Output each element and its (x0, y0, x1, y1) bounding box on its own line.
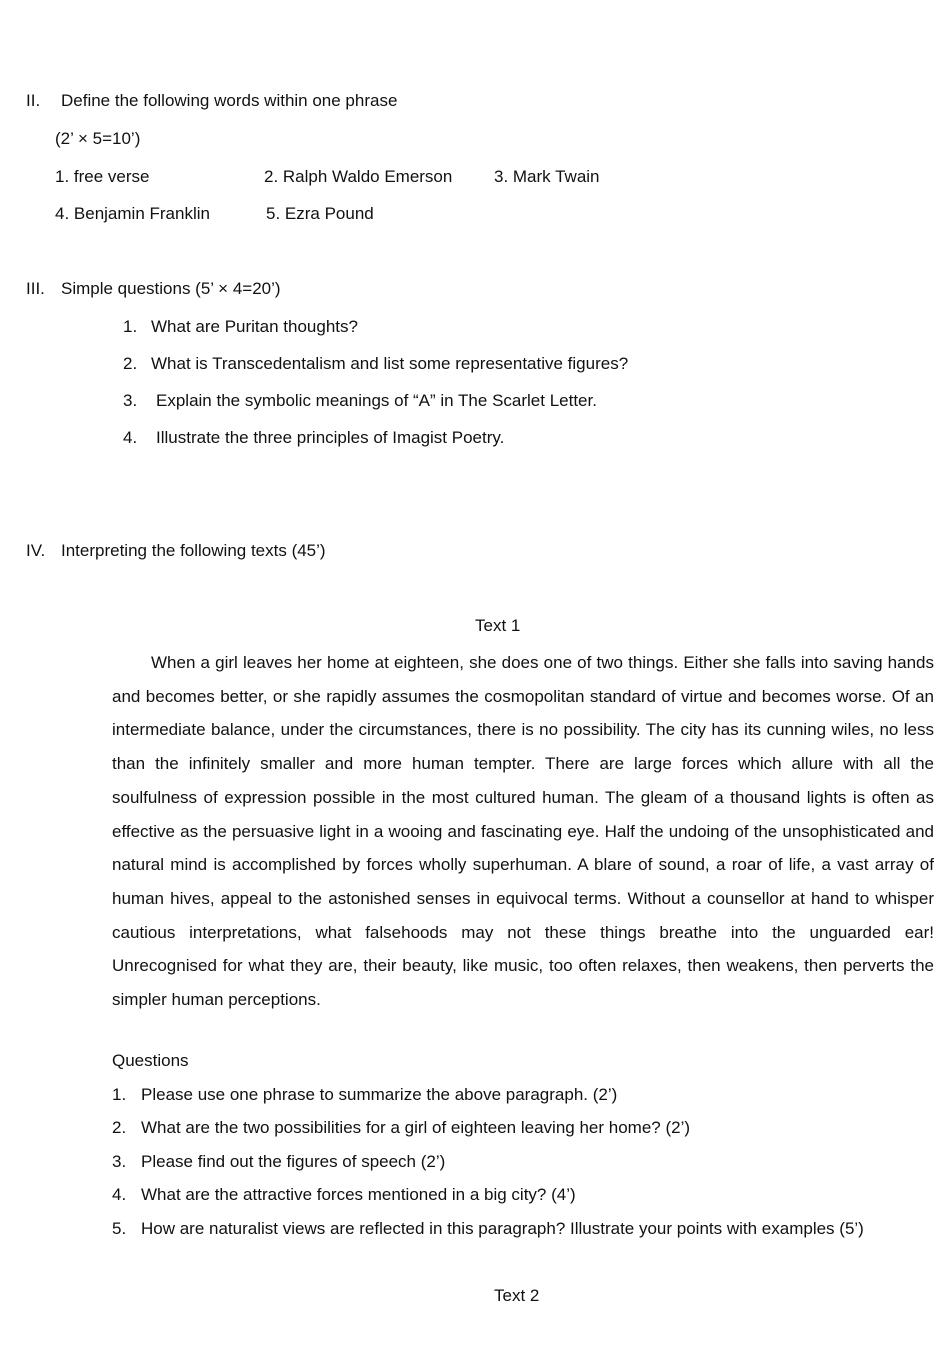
term-item: 5. Ezra Pound (266, 204, 374, 223)
section-2-heading: Define the following words within one phrase (61, 91, 398, 110)
term-item: 3. Mark Twain (494, 167, 600, 186)
question-number: 1. (112, 1085, 127, 1104)
question-number: 4. (123, 428, 138, 447)
question-text: What is Transcedentalism and list some representative figures? (151, 354, 629, 373)
section-3-numeral: III. (26, 279, 45, 298)
question-number: 1. (123, 317, 138, 336)
section-4-heading: Interpreting the following texts (45’) (61, 541, 326, 560)
question-number: 3. (112, 1152, 127, 1171)
term-item: 2. Ralph Waldo Emerson (264, 167, 453, 186)
question-number: 5. (112, 1219, 127, 1238)
section-2-score: (2’ × 5=10’) (55, 129, 141, 148)
question-number: 2. (123, 354, 138, 373)
text-1-title: Text 1 (475, 616, 521, 635)
question-text: Illustrate the three principles of Imagist Poetry. (156, 428, 505, 447)
section-2-numeral: II. (26, 91, 41, 110)
section-3-heading: Simple questions (5’ × 4=20’) (61, 279, 281, 298)
question-text: What are the attractive forces mentioned in a big city? (4’) (141, 1185, 576, 1204)
term-item: 1. free verse (55, 167, 150, 186)
question-text: What are Puritan thoughts? (151, 317, 358, 336)
term-item: 4. Benjamin Franklin (55, 204, 210, 223)
question-text: Please find out the figures of speech (2’) (141, 1152, 446, 1171)
question-number: 3. (123, 391, 138, 410)
questions-label: Questions (112, 1051, 189, 1070)
text-2-title: Text 2 (494, 1286, 540, 1305)
question-text: What are the two possibilities for a girl of eighteen leaving her home? (2’) (141, 1118, 691, 1137)
section-4-numeral: IV. (26, 541, 46, 560)
question-number: 4. (112, 1185, 127, 1204)
question-text: How are naturalist views are reflected in this paragraph? Illustrate your points with examples (5’) (141, 1219, 864, 1238)
question-text: Explain the symbolic meanings of “A” in The Scarlet Letter. (156, 391, 597, 410)
question-text: Please use one phrase to summarize the above paragraph. (2’) (141, 1085, 618, 1104)
text-1-paragraph: When a girl leaves her home at eighteen, she does one of two things. Either she falls into saving hands and becomes better, or she rapidly assumes the cosmopolitan standard of virtue and becomes worse. Of an intermediate balance, under the circumstances, there is no possibility. The city has its cunning wiles, no less than the infinitely smaller and more human tempter. There are large forces which allure with all the soulfulness of expression possible in the most cultured human. The gleam of a thousand lights is often as effective as the persuasive light in a wooing and fascinating eye. Half the undoing of the unsophisticated and natural mind is accomplished by forces wholly superhuman. A blare of sound, a roar of life, a vast array of human hives, appeal to the astonished senses in equivocal terms. Without a counsellor at hand to whisper cautious interpretations, what falsehoods may not these things breathe into the unguarded ear! Unrecognised for what they are, their beauty, like music, too often relaxes, then weakens, then perverts the simpler human perceptions. (112, 653, 934, 1010)
question-number: 2. (112, 1118, 127, 1137)
